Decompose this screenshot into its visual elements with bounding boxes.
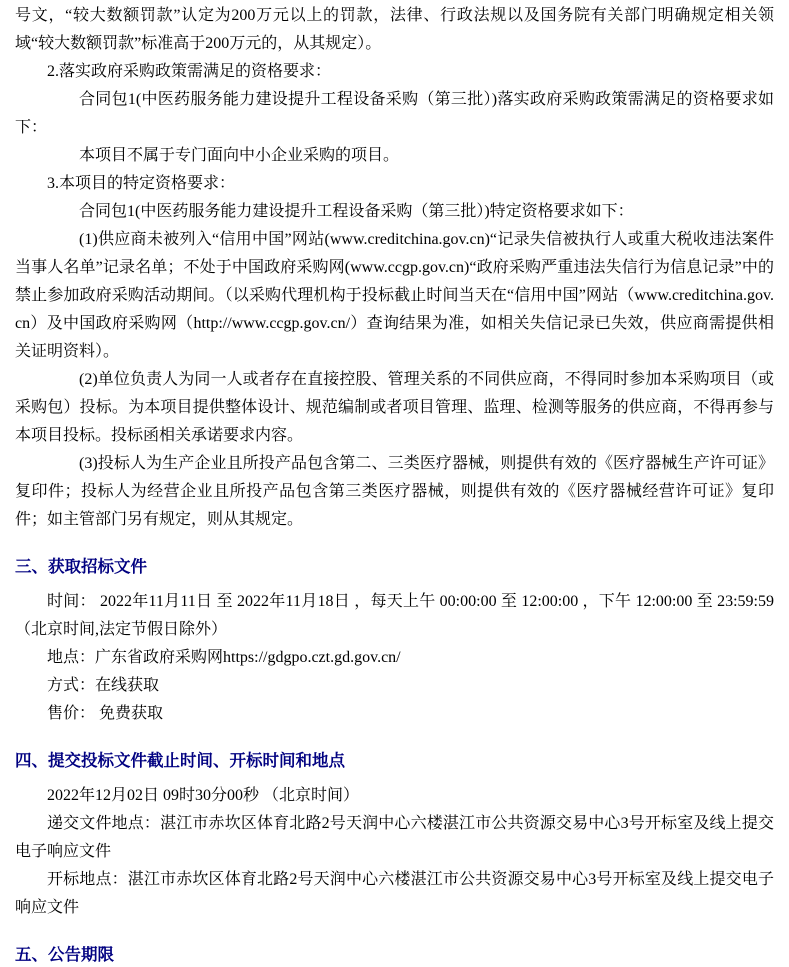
para-obtain-time: 时间： 2022年11月11日 至 2022年11月18日 ，每天上午 00:00:00 至 12:00:00 ，下午 12:00:00 至 23:59:59（北京时间,法定节假日除外） <box>15 593 774 638</box>
para-contract-pkg1-specific-requirements: 合同包1(中医药服务能力建设提升工程设备采购（第三批）)特定资格要求如下： <box>79 203 634 220</box>
section-heading-submission-deadline-and-opening: 四、提交投标文件截止时间、开标时间和地点 <box>15 752 345 770</box>
para-item3-specific-qualifications: 3.本项目的特定资格要求： <box>47 175 236 192</box>
para-requirement-2-same-legal-person: (2)单位负责人为同一人或者存在直接控股、管理关系的不同供应商，不得同时参加本采购项目（或采购包）投标。为本项目提供整体设计、规范编制或者项目管理、监理、检测等服务的供应商，不得再参与本项目投标。投标函相关承诺要求内容。 <box>15 371 774 444</box>
para-bid-opening-location: 开标地点：湛江市赤坎区体育北路2号天润中心六楼湛江市公共资源交易中心3号开标室及线上提交电子响应文件 <box>15 871 774 916</box>
para-requirement-3-medical-device-license: (3)投标人为生产企业且所投产品包含第二、三类医疗器械，则提供有效的《医疗器械生产许可证》复印件；投标人为经营企业且所投产品包含第三类医疗器械，则提供有效的《医疗器械经营许可证》复印件；如主管部门另有规定，则从其规定。 <box>15 455 774 528</box>
para-penalty-clause-continuation: 号文，“较大数额罚款”认定为200万元以上的罚款，法律、行政法规以及国务院有关部门明确规定相关领域“较大数额罚款”标准高于200万元的，从其规定）。 <box>15 7 774 52</box>
para-contract-pkg1-policy-requirements: 合同包1(中医药服务能力建设提升工程设备采购（第三批）)落实政府采购政策需满足的资格要求如下： <box>15 91 774 136</box>
para-item2-policy-requirements: 2.落实政府采购政策需满足的资格要求： <box>47 63 332 80</box>
para-deadline-datetime: 2022年12月02日 09时30分00秒 （北京时间） <box>47 787 360 804</box>
para-submission-location: 递交文件地点：湛江市赤坎区体育北路2号天润中心六楼湛江市公共资源交易中心3号开标室及线上提交电子响应文件 <box>15 815 774 860</box>
para-not-sme-targeted: 本项目不属于专门面向中小企业采购的项目。 <box>79 147 400 164</box>
para-obtain-location: 地点：广东省政府采购网https://gdgpo.czt.gd.gov.cn/ <box>47 649 401 666</box>
section-heading-announcement-period: 五、公告期限 <box>15 946 114 964</box>
section-heading-obtain-tender-documents: 三、获取招标文件 <box>15 558 147 576</box>
para-obtain-price: 售价： 免费获取 <box>47 705 164 722</box>
para-obtain-method: 方式：在线获取 <box>47 677 160 694</box>
para-requirement-1-credit-records: (1)供应商未被列入“信用中国”网站(www.creditchina.gov.cn)“记录失信被执行人或重大税收违法案件当事人名单”记录名单；不处于中国政府采购网(www.ccgp.gov.cn)“政府采购严重违法失信行为信息记录”中的禁止参加政府采购活动期间。（以采购代理机构于投标截止时间当天在“信用中国”网站（www.creditchina.gov.cn）及中国政府采购网（http://www.ccgp.gov.cn/）查询结果为准，如相关失信记录已失效，供应商需提供相关证明资料）。 <box>15 231 774 360</box>
